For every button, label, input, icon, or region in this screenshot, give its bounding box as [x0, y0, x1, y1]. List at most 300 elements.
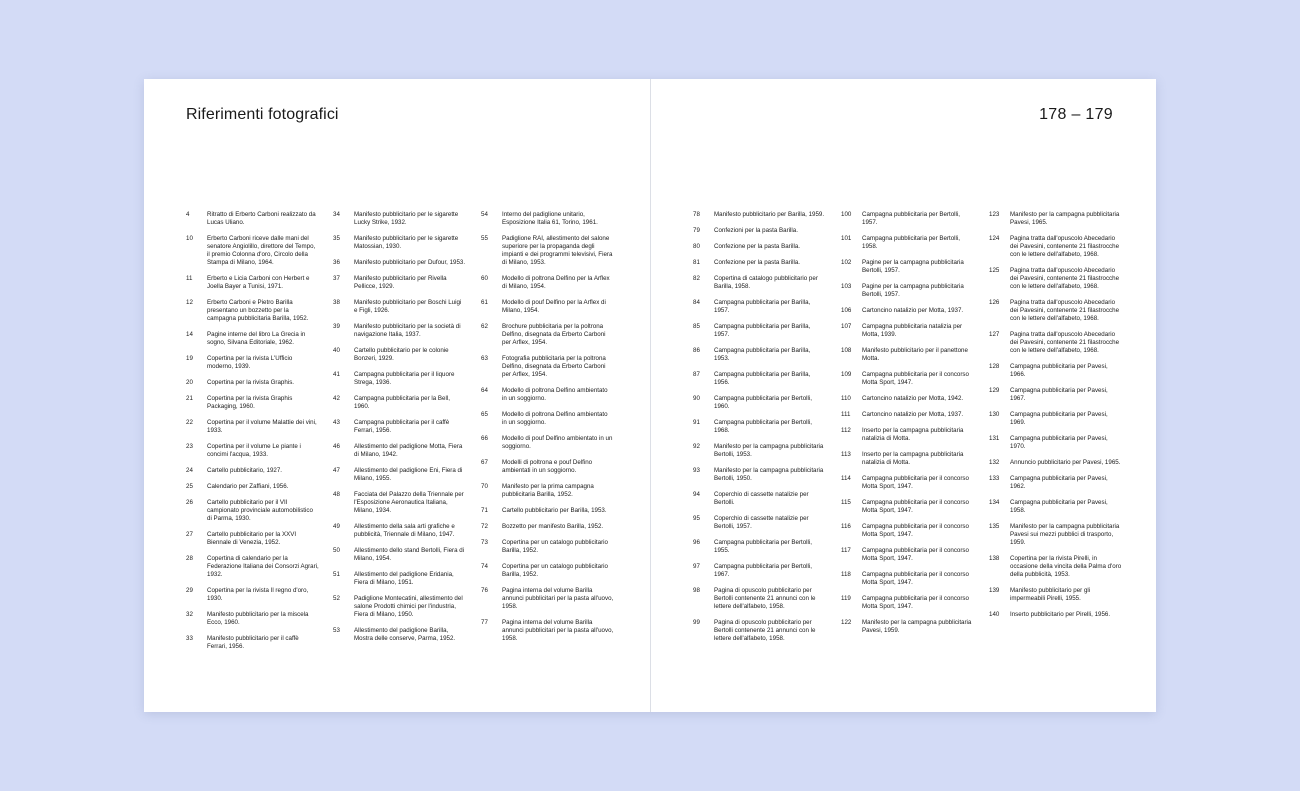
entry-caption: Calendario per Zaffiani, 1956.	[207, 483, 289, 490]
entry-caption: Pagina tratta dall'opuscolo Abecedario dei Pavesini, contenente 21 filastrocche con le lettere dell'alfabeto, 1968.	[1010, 267, 1120, 290]
entry-number: 14	[186, 331, 193, 338]
entry-caption: Campagna pubblicitaria per Barilla, 1953.	[714, 347, 811, 362]
reference-entry	[186, 235, 326, 267]
entry-caption: Campagna pubblicitaria per il concorso Motta Sport, 1947.	[862, 499, 969, 514]
entry-caption: Modello di pouf Delfino per la Arflex di Milano, 1954.	[502, 299, 606, 314]
reference-entry	[481, 211, 621, 227]
entry-caption: Modello di poltrona Delfino ambientato in un soggiorno.	[502, 387, 608, 402]
entry-caption: Inserto per la campagna pubblicitaria natalizia di Motta.	[862, 451, 964, 466]
reference-entry	[841, 323, 981, 339]
reference-entry	[481, 387, 621, 403]
reference-entry	[333, 275, 473, 291]
entry-number: 101	[841, 235, 852, 242]
entry-number: 51	[333, 571, 340, 578]
reference-entry	[333, 419, 473, 435]
entry-caption: Manifesto per la prima campagna pubblicitaria Barilla, 1952.	[502, 483, 594, 498]
entry-number: 40	[333, 347, 340, 354]
reference-entry	[989, 523, 1129, 547]
entry-number: 64	[481, 387, 488, 394]
reference-entry	[186, 587, 326, 603]
entry-number: 122	[841, 619, 852, 626]
entry-number: 110	[841, 395, 851, 402]
entry-caption: Campagna pubblicitaria per Pavesi, 1958.	[1010, 499, 1108, 514]
entry-number: 49	[333, 523, 340, 530]
entry-caption: Campagna pubblicitaria per Pavesi, 1962.	[1010, 475, 1108, 490]
reference-entry	[841, 427, 981, 443]
reference-entry	[693, 491, 833, 507]
entry-caption: Fotografia pubblicitaria per la poltrona Delfino, disegnata da Erberto Carboni per Arflex, 1954.	[502, 355, 606, 378]
entry-number: 123	[989, 211, 1000, 218]
entry-caption: Modello di poltrona Delfino per la Arflex di Milano, 1954.	[502, 275, 610, 290]
reference-entry	[186, 531, 326, 547]
reference-entry	[481, 459, 621, 475]
reference-entry	[186, 467, 326, 475]
entry-number: 73	[481, 539, 488, 546]
entry-caption: Campagna pubblicitaria per il concorso Motta Sport, 1947.	[862, 371, 969, 386]
entry-number: 60	[481, 275, 488, 282]
entry-caption: Modello di poltrona Delfino ambientato in un soggiorno.	[502, 411, 608, 426]
entry-number: 108	[841, 347, 852, 354]
reference-entry	[186, 211, 326, 227]
entry-caption: Cartello pubblicitario per le colonie Bonzeri, 1929.	[354, 347, 449, 362]
entry-caption: Pagine interne del libro La Grecia in sogno, Silvana Editoriale, 1962.	[207, 331, 306, 346]
entry-number: 112	[841, 427, 851, 434]
entry-caption: Campagna pubblicitaria per Bertolli, 1955.	[714, 539, 813, 554]
entry-number: 107	[841, 323, 852, 330]
reference-entry	[481, 323, 621, 347]
reference-entry	[333, 395, 473, 411]
entry-caption: Manifesto pubblicitario per Boschi Luigi e Figli, 1926.	[354, 299, 462, 314]
entry-number: 20	[186, 379, 193, 386]
entry-number: 74	[481, 563, 488, 570]
entry-number: 46	[333, 443, 340, 450]
entry-number: 50	[333, 547, 340, 554]
entry-number: 135	[989, 523, 1000, 530]
entry-number: 29	[186, 587, 193, 594]
reference-entry	[333, 211, 473, 227]
entry-caption: Pagina tratta dall'opuscolo Abecedario dei Pavesini, contenente 21 filastrocche con le lettere dell'alfabeto, 1968.	[1010, 331, 1120, 354]
entry-number: 61	[481, 299, 488, 306]
reference-entry	[989, 555, 1129, 579]
entry-number: 67	[481, 459, 488, 466]
reference-entry	[989, 459, 1129, 467]
entry-caption: Pagina di opuscolo pubblicitario per Bertolli contenente 21 annunci con le lettere dell'alfabeto, 1958.	[714, 587, 816, 610]
entry-number: 109	[841, 371, 852, 378]
reference-entry	[693, 211, 833, 219]
entry-number: 41	[333, 371, 340, 378]
entry-number: 111	[841, 411, 851, 418]
entry-caption: Campagna pubblicitaria per Bertolli, 1967.	[714, 563, 813, 578]
entry-number: 33	[186, 635, 193, 642]
reference-entry	[989, 411, 1129, 427]
reference-entry	[841, 371, 981, 387]
reference-entry	[989, 211, 1129, 227]
entry-number: 10	[186, 235, 193, 242]
entry-number: 70	[481, 483, 488, 490]
reference-entry	[481, 539, 621, 555]
entry-number: 86	[693, 347, 700, 354]
reference-entry	[989, 611, 1129, 619]
entry-caption: Campagna pubblicitaria per il concorso Motta Sport, 1947.	[862, 571, 969, 586]
reference-entry	[186, 379, 326, 387]
entry-caption: Interno del padiglione unitario, Esposizione Italia 61, Torino, 1961.	[502, 211, 598, 226]
entry-caption: Cartello pubblicitario per il VII campionato provinciale automobilistico di Parma, 1930.	[207, 499, 313, 522]
entry-number: 132	[989, 459, 1000, 466]
entry-number: 114	[841, 475, 851, 482]
reference-entry	[186, 419, 326, 435]
entry-caption: Confezione per la pasta Barilla.	[714, 259, 800, 266]
entry-number: 95	[693, 515, 700, 522]
entry-number: 42	[333, 395, 340, 402]
reference-entry	[333, 523, 473, 539]
reference-entry	[333, 371, 473, 387]
entry-caption: Pagina tratta dall'opuscolo Abecedario dei Pavesini, contenente 21 filastrocche con le lettere dell'alfabeto, 1968.	[1010, 235, 1120, 258]
entry-caption: Campagna pubblicitaria per Pavesi, 1967.	[1010, 387, 1108, 402]
entry-caption: Manifesto per la campagna pubblicitaria Bertolli, 1950.	[714, 467, 824, 482]
reference-entry	[693, 395, 833, 411]
entry-number: 24	[186, 467, 193, 474]
entry-number: 43	[333, 419, 340, 426]
reference-entry	[333, 347, 473, 363]
reference-entry	[841, 475, 981, 491]
reference-entry	[841, 235, 981, 251]
entry-caption: Manifesto pubblicitario per le sigarette Matossian, 1930.	[354, 235, 459, 250]
entry-caption: Manifesto pubblicitario per il panettone Motta.	[862, 347, 968, 362]
entry-caption: Campagna pubblicitaria per il caffè Ferrari, 1956.	[354, 419, 450, 434]
entry-caption: Allestimento del padiglione Eni, Fiera di Milano, 1955.	[354, 467, 463, 482]
entry-number: 103	[841, 283, 852, 290]
entry-caption: Pagina tratta dall'opuscolo Abecedario dei Pavesini, contenente 21 filastrocche con le lettere dell'alfabeto, 1968.	[1010, 299, 1120, 322]
entry-number: 93	[693, 467, 700, 474]
entry-caption: Campagna pubblicitaria per Pavesi, 1966.	[1010, 363, 1108, 378]
entry-number: 125	[989, 267, 1000, 274]
entry-caption: Campagna pubblicitaria per Barilla, 1957.	[714, 299, 811, 314]
entry-number: 98	[693, 587, 700, 594]
entry-caption: Allestimento della sala arti grafiche e pubblicità, Triennale di Milano, 1947.	[354, 523, 455, 538]
entry-number: 117	[841, 547, 851, 554]
entry-caption: Erberto e Licia Carboni con Herbert e Joella Bayer a Tunisi, 1971.	[207, 275, 310, 290]
entry-number: 12	[186, 299, 193, 306]
reference-entry	[841, 571, 981, 587]
entry-number: 92	[693, 443, 700, 450]
entry-number: 28	[186, 555, 193, 562]
entry-caption: Cartoncino natalizio per Motta, 1937.	[862, 411, 964, 418]
reference-entry	[186, 275, 326, 291]
reference-entry	[841, 619, 981, 635]
entry-caption: Copertina di catalogo pubblicitario per Barilla, 1958.	[714, 275, 818, 290]
entry-caption: Manifesto per la campagna pubblicitaria Bertolli, 1953.	[714, 443, 824, 458]
entry-number: 72	[481, 523, 488, 530]
entry-caption: Padiglione Montecatini, allestimento del salone Prodotti chimici per l'industria, Fiera di Milano, 1950.	[354, 595, 463, 618]
reference-entry	[333, 467, 473, 483]
reference-entry	[841, 499, 981, 515]
reference-entry	[989, 587, 1129, 603]
reference-entry	[989, 331, 1129, 355]
entry-caption: Campagna pubblicitaria per Bertolli, 1957.	[862, 211, 961, 226]
reference-entry	[989, 363, 1129, 379]
entry-number: 97	[693, 563, 700, 570]
entry-number: 34	[333, 211, 340, 218]
entry-caption: Campagna pubblicitaria per il concorso Motta Sport, 1947.	[862, 523, 969, 538]
reference-entry	[693, 587, 833, 611]
reference-entry	[989, 499, 1129, 515]
reference-entry	[989, 475, 1129, 491]
entry-number: 87	[693, 371, 700, 378]
reference-entry	[186, 483, 326, 491]
entry-caption: Allestimento del padiglione Motta, Fiera di Milano, 1942.	[354, 443, 463, 458]
reference-entry	[693, 619, 833, 643]
entry-number: 100	[841, 211, 852, 218]
entry-caption: Inserto per la campagna pubblicitaria natalizia di Motta.	[862, 427, 964, 442]
reference-entry	[481, 235, 621, 267]
reference-entry	[989, 267, 1129, 291]
entry-caption: Inserto pubblicitario per Pirelli, 1956.	[1010, 611, 1111, 618]
entry-caption: Modelli di poltrona e pouf Delfino ambientati in un soggiorno.	[502, 459, 593, 474]
reference-entry	[841, 451, 981, 467]
reference-entry	[693, 323, 833, 339]
entry-caption: Cartello pubblicitario, 1927.	[207, 467, 282, 474]
entry-number: 129	[989, 387, 1000, 394]
entry-caption: Manifesto pubblicitario per Barilla, 1959.	[714, 211, 825, 218]
entry-number: 134	[989, 499, 1000, 506]
book-spread	[144, 79, 1156, 712]
entry-number: 85	[693, 323, 700, 330]
entry-number: 139	[989, 587, 1000, 594]
reference-entry	[481, 619, 621, 643]
entry-number: 4	[186, 211, 190, 218]
entry-caption: Campagna pubblicitaria per il concorso Motta Sport, 1947.	[862, 595, 969, 610]
reference-entry	[841, 211, 981, 227]
reference-entry	[693, 419, 833, 435]
entry-caption: Campagna pubblicitaria per Pavesi, 1969.	[1010, 411, 1108, 426]
entry-caption: Allestimento dello stand Bertolli, Fiera di Milano, 1954.	[354, 547, 465, 562]
reference-entry	[186, 443, 326, 459]
entry-caption: Allestimento del padiglione Eridania, Fiera di Milano, 1951.	[354, 571, 454, 586]
entry-number: 118	[841, 571, 851, 578]
reference-entry	[989, 235, 1129, 259]
reference-entry	[481, 435, 621, 451]
entry-number: 39	[333, 323, 340, 330]
entry-caption: Campagna pubblicitaria per il liquore Strega, 1936.	[354, 371, 455, 386]
entry-number: 47	[333, 467, 340, 474]
reference-entry	[333, 443, 473, 459]
reference-entry	[186, 555, 326, 579]
entry-number: 25	[186, 483, 193, 490]
entry-number: 26	[186, 499, 193, 506]
entry-caption: Campagna pubblicitaria per Pavesi, 1970.	[1010, 435, 1108, 450]
entry-number: 11	[186, 275, 193, 282]
entry-number: 102	[841, 259, 852, 266]
reference-entry	[841, 411, 981, 419]
entry-caption: Copertina di calendario per la Federazione Italiana dei Consorzi Agrari, 1932.	[207, 555, 319, 578]
entry-caption: Modello di pouf Delfino ambientato in un soggiorno.	[502, 435, 613, 450]
reference-entry	[333, 259, 473, 267]
entry-caption: Campagna pubblicitaria per la Bell, 1960.	[354, 395, 450, 410]
entry-caption: Brochure pubblicitaria per la poltrona Delfino, disegnata da Erberto Carboni per Arflex, 1954.	[502, 323, 606, 346]
entry-number: 76	[481, 587, 488, 594]
reference-entry	[481, 411, 621, 427]
page-numbers: 178 – 179	[1039, 106, 1113, 123]
entry-caption: Facciata del Palazzo della Triennale per l'Esposizione Aeronautica Italiana, Milano, 1934.	[354, 491, 464, 514]
entry-caption: Manifesto pubblicitario per Rivella Pellicce, 1929.	[354, 275, 447, 290]
entry-number: 21	[186, 395, 193, 402]
entry-caption: Cartoncino natalizio per Motta, 1942.	[862, 395, 964, 402]
reference-column-3	[481, 211, 621, 651]
entry-caption: Campagna pubblicitaria per Barilla, 1956.	[714, 371, 811, 386]
entry-number: 52	[333, 595, 340, 602]
entry-number: 84	[693, 299, 700, 306]
reference-entry	[186, 635, 326, 651]
entry-number: 116	[841, 523, 851, 530]
entry-number: 38	[333, 299, 340, 306]
reference-entry	[186, 611, 326, 627]
reference-entry	[481, 507, 621, 515]
entry-caption: Campagna pubblicitaria per Barilla, 1957.	[714, 323, 811, 338]
entry-caption: Coperchio di cassette natalizie per Bertolli.	[714, 491, 809, 506]
reference-entry	[693, 227, 833, 235]
entry-caption: Copertina per un catalogo pubblicitario Barilla, 1952.	[502, 539, 608, 554]
reference-entry	[481, 523, 621, 531]
entry-caption: Cartello pubblicitario per la XXVI Biennale di Venezia, 1952.	[207, 531, 297, 546]
entry-number: 54	[481, 211, 488, 218]
reference-entry	[693, 443, 833, 459]
entry-number: 37	[333, 275, 340, 282]
reference-entry	[333, 627, 473, 643]
entry-number: 27	[186, 531, 193, 538]
entry-caption: Manifesto pubblicitario per la società di navigazione Italia, 1937.	[354, 323, 461, 338]
reference-entry	[186, 299, 326, 323]
entry-number: 81	[693, 259, 700, 266]
entry-number: 128	[989, 363, 1000, 370]
reference-column-5	[841, 211, 981, 643]
reference-entry	[186, 331, 326, 347]
entry-caption: Confezioni per la pasta Barilla.	[714, 227, 798, 234]
entry-number: 53	[333, 627, 340, 634]
entry-caption: Copertina per la rivista L'Ufficio moderno, 1939.	[207, 355, 293, 370]
reference-column-6	[989, 211, 1129, 627]
entry-caption: Manifesto pubblicitario per le sigarette Lucky Strike, 1932.	[354, 211, 459, 226]
entry-number: 119	[841, 595, 851, 602]
entry-number: 79	[693, 227, 700, 234]
reference-entry	[333, 235, 473, 251]
entry-caption: Campagna pubblicitaria per Bertolli, 1958.	[862, 235, 961, 250]
reference-entry	[989, 435, 1129, 451]
entry-number: 71	[481, 507, 488, 514]
entry-caption: Bozzetto per manifesto Barilla, 1952.	[502, 523, 604, 530]
entry-number: 66	[481, 435, 488, 442]
reference-entry	[693, 347, 833, 363]
reference-entry	[481, 483, 621, 499]
entry-number: 138	[989, 555, 1000, 562]
entry-number: 133	[989, 475, 1000, 482]
reference-entry	[693, 467, 833, 483]
reference-entry	[841, 347, 981, 363]
entry-caption: Copertina per la rivista Graphis.	[207, 379, 295, 386]
entry-caption: Manifesto pubblicitario per Dufour, 1953.	[354, 259, 466, 266]
entry-caption: Ritratto di Erberto Carboni realizzato da Lucas Uliano.	[207, 211, 316, 226]
entry-caption: Campagna pubblicitaria per Bertolli, 1960.	[714, 395, 813, 410]
reference-entry	[186, 499, 326, 523]
entry-caption: Campagna pubblicitaria per il concorso Motta Sport, 1947.	[862, 547, 969, 562]
reference-entry	[989, 299, 1129, 323]
reference-entry	[841, 307, 981, 315]
entry-number: 78	[693, 211, 700, 218]
reference-entry	[693, 259, 833, 267]
reference-entry	[841, 523, 981, 539]
reference-column-2	[333, 211, 473, 651]
reference-entry	[481, 587, 621, 611]
entry-caption: Pagine per la campagna pubblicitaria Bertolli, 1957.	[862, 283, 964, 298]
reference-entry	[333, 323, 473, 339]
entry-number: 22	[186, 419, 193, 426]
entry-number: 35	[333, 235, 340, 242]
reference-entry	[186, 395, 326, 411]
reference-column-1	[186, 211, 326, 659]
entry-number: 96	[693, 539, 700, 546]
reference-column-4	[693, 211, 833, 651]
entry-caption: Annuncio pubblicitario per Pavesi, 1965.	[1010, 459, 1121, 466]
reference-entry	[693, 371, 833, 387]
page-title: Riferimenti fotografici	[186, 106, 339, 123]
entry-caption: Copertina per il volume Malattie dei vini, 1933.	[207, 419, 317, 434]
reference-entry	[333, 491, 473, 515]
entry-caption: Copertina per la rivista Il regno d'oro, 1930.	[207, 587, 309, 602]
entry-number: 94	[693, 491, 700, 498]
reference-entry	[841, 595, 981, 611]
reference-entry	[333, 595, 473, 619]
reference-entry	[841, 259, 981, 275]
entry-number: 99	[693, 619, 700, 626]
reference-entry	[481, 299, 621, 315]
reference-entry	[841, 547, 981, 563]
reference-entry	[333, 571, 473, 587]
reference-entry	[841, 395, 981, 403]
entry-number: 90	[693, 395, 700, 402]
entry-number: 32	[186, 611, 193, 618]
entry-caption: Erberto Carboni riceve dalle mani del senatore Angiolillo, direttore del Tempo, il premio Colonna d'oro, Circolo della Stampa di Milano, 1964.	[207, 235, 316, 266]
entry-number: 127	[989, 331, 1000, 338]
entry-caption: Padiglione RAI, allestimento del salone superiore per la propaganda degli impianti e dei programmi televisivi, Fiera di Milano, 1953.	[502, 235, 613, 266]
entry-caption: Cartello pubblicitario per Barilla, 1953.	[502, 507, 607, 514]
reference-entry	[481, 355, 621, 379]
entry-caption: Manifesto per la campagna pubblicitaria Pavesi, 1965.	[1010, 211, 1120, 226]
entry-caption: Copertina per la rivista Graphis Packaging, 1960.	[207, 395, 293, 410]
entry-caption: Manifesto pubblicitario per la miscela Ecco, 1960.	[207, 611, 309, 626]
entry-number: 140	[989, 611, 1000, 618]
reference-entry	[693, 515, 833, 531]
right-page	[650, 79, 1156, 712]
entry-number: 36	[333, 259, 340, 266]
entry-number: 106	[841, 307, 852, 314]
entry-number: 131	[989, 435, 1000, 442]
entry-caption: Erberto Carboni e Pietro Barilla presentano un bozzetto per la campagna pubblicitaria Barilla, 1952.	[207, 299, 309, 322]
entry-caption: Manifesto per la campagna pubblicitaria Pavesi sui mezzi pubblici di trasporto, 1959.	[1010, 523, 1120, 546]
reference-entry	[841, 283, 981, 299]
left-page	[144, 79, 650, 712]
entry-number: 55	[481, 235, 488, 242]
entry-caption: Pagina di opuscolo pubblicitario per Bertolli contenente 21 annunci con le lettere dell'alfabeto, 1958.	[714, 619, 816, 642]
entry-number: 19	[186, 355, 193, 362]
entry-number: 62	[481, 323, 488, 330]
entry-caption: Campagna pubblicitaria per il concorso Motta Sport, 1947.	[862, 475, 969, 490]
entry-caption: Pagine per la campagna pubblicitaria Bertolli, 1957.	[862, 259, 964, 274]
entry-caption: Pagina interna del volume Barilla annunci pubblicitari per la pasta all'uovo, 1958.	[502, 619, 614, 642]
reference-entry	[989, 387, 1129, 403]
entry-number: 23	[186, 443, 193, 450]
reference-entry	[481, 563, 621, 579]
entry-caption: Campagna pubblicitaria natalizia per Motta, 1939.	[862, 323, 963, 338]
entry-number: 65	[481, 411, 488, 418]
